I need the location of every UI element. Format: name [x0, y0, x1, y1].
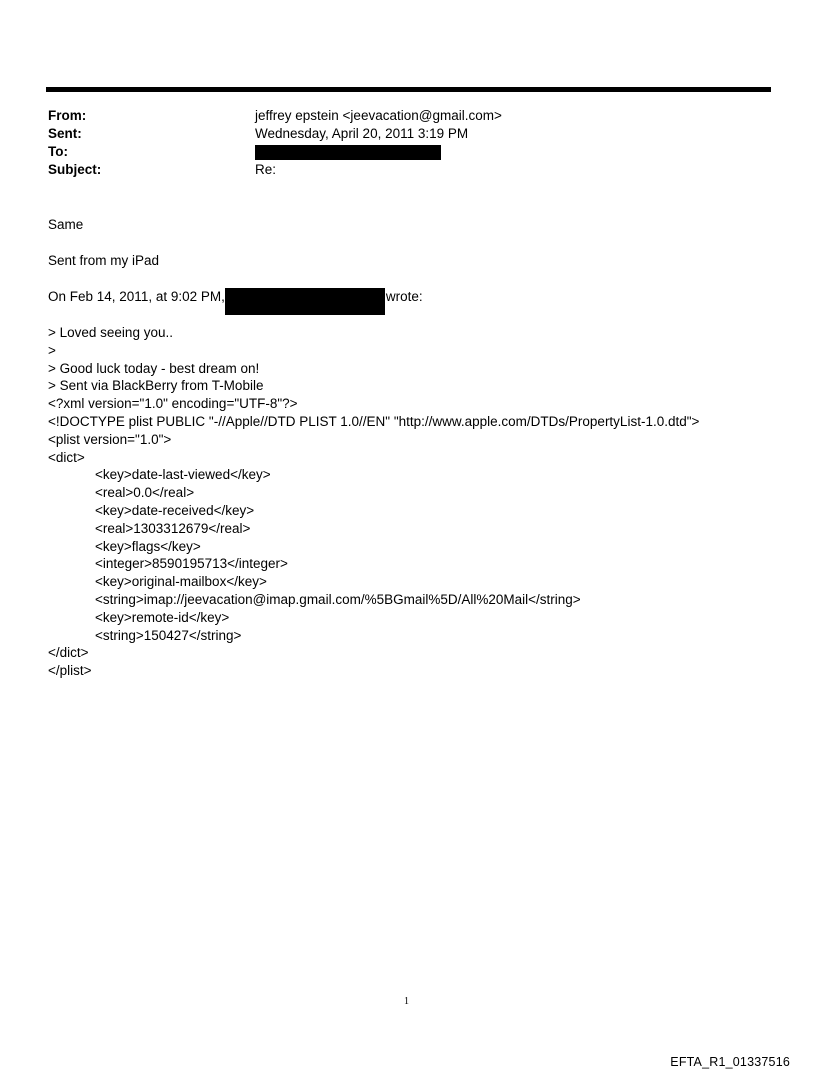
- quote-intro-prefix: On Feb 14, 2011, at 9:02 PM,: [48, 289, 225, 304]
- to-redaction: [255, 145, 441, 160]
- plist-line: <key>flags</key>: [95, 538, 201, 554]
- plist-line: <integer>8590195713</integer>: [95, 556, 288, 572]
- from-row: [48, 107, 748, 125]
- reply-text: Same: [48, 217, 84, 232]
- to-row: [48, 143, 748, 161]
- subject-value: Re:: [255, 162, 277, 177]
- quoted-line: >: [48, 342, 56, 358]
- closing-line: </plist>: [48, 663, 92, 679]
- quoted-message: [48, 324, 699, 680]
- plist-line: <string>imap://jeevacation@imap.gmail.com/%5BGmail%5D/All%20Mail</string>: [95, 591, 581, 607]
- sender-redaction: [225, 288, 385, 315]
- to-label: To:: [48, 144, 68, 159]
- plist-line: <string>150427</string>: [95, 627, 242, 643]
- plist-line: <key>date-last-viewed</key>: [95, 467, 271, 483]
- document-id: EFTA_R1_01337516: [670, 1055, 790, 1069]
- plist-line: <key>original-mailbox</key>: [95, 574, 267, 590]
- subject-row: [48, 161, 748, 179]
- email-header: [48, 107, 748, 179]
- plist-line: <real>1303312679</real>: [95, 520, 251, 536]
- quote-intro-suffix: wrote:: [385, 289, 423, 304]
- from-value: jeffrey epstein <jeevacation@gmail.com>: [255, 108, 502, 123]
- from-label: From:: [48, 108, 87, 123]
- quoted-line: <!DOCTYPE plist PUBLIC "-//Apple//DTD PLIST 1.0//EN" "http://www.apple.com/DTDs/PropertyList-1.0.dtd">: [48, 413, 700, 429]
- plist-line: <key>date-received</key>: [95, 502, 255, 518]
- sent-label: Sent:: [48, 126, 82, 141]
- plist-line: <real>0.0</real>: [95, 485, 195, 501]
- page-number: 1: [404, 996, 409, 1007]
- top-divider: [46, 87, 771, 92]
- sent-row: [48, 125, 748, 143]
- quoted-line: <plist version="1.0">: [48, 431, 172, 447]
- subject-label: Subject:: [48, 162, 102, 177]
- quoted-line: > Loved seeing you..: [48, 325, 173, 340]
- quote-intro: [48, 288, 423, 315]
- quoted-line: <dict>: [48, 449, 85, 465]
- quoted-line: <?xml version="1.0" encoding="UTF-8"?>: [48, 396, 298, 412]
- quoted-line: > Sent via BlackBerry from T-Mobile: [48, 378, 264, 394]
- closing-line: </dict>: [48, 645, 89, 661]
- quoted-line: > Good luck today - best dream on!: [48, 360, 260, 376]
- signature-text: Sent from my iPad: [48, 253, 160, 268]
- plist-line: <key>remote-id</key>: [95, 609, 230, 625]
- sent-value: Wednesday, April 20, 2011 3:19 PM: [255, 126, 469, 141]
